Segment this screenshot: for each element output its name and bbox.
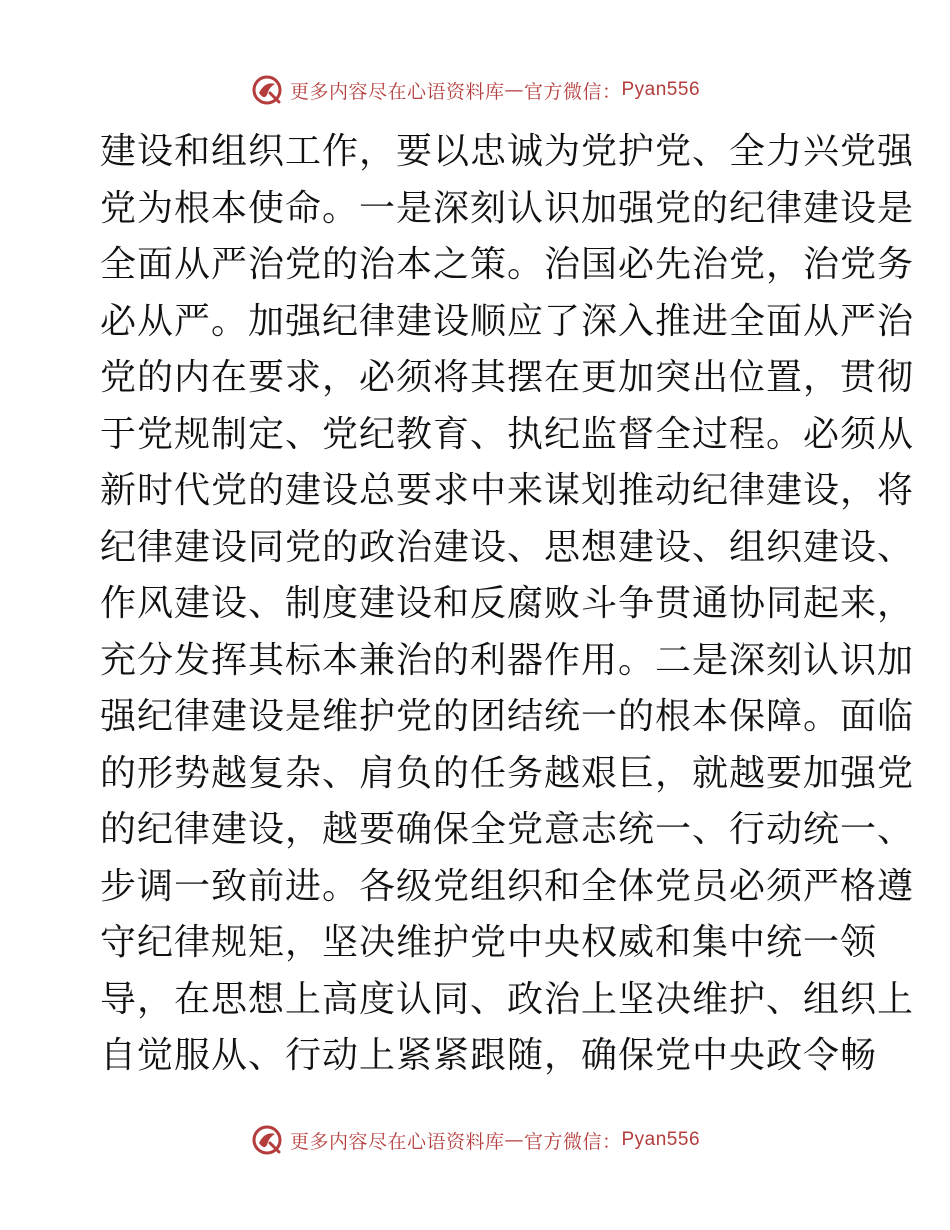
header-banner <box>0 70 950 110</box>
body-line: 导，在思想上高度认同、政治上坚决维护、组织上 <box>100 978 915 1020</box>
body-line: 的形势越复杂、肩负的任务越艰巨，就越要加强党 <box>100 752 915 794</box>
body-line: 充分发挥其标本兼治的利器作用。二是深刻认识加 <box>100 639 915 681</box>
footer-banner-text: 更多内容尽在心语资料库 <box>289 1130 505 1153</box>
body-line: 于党规制定、党纪教育、执纪监督全过程。必须从 <box>100 413 915 455</box>
body-line: 必从严。加强纪律建设顺应了深入推进全面从严治 <box>100 300 915 342</box>
body-line: 的纪律建设，越要确保全党意志统一、行动统一、 <box>100 809 915 850</box>
body-line: 强纪律建设是维护党的团结统一的根本保障。面临 <box>100 696 915 737</box>
body-line: 步调一致前进。各级党组织和全体党员必须严格遵 <box>100 865 915 907</box>
body-line: 自觉服从、行动上紧紧跟随，确保党中央政令畅 <box>100 1035 878 1076</box>
footer-banner-wechat-id: Pyan556 <box>621 1129 701 1150</box>
header-banner-wechat-id: Pyan556 <box>621 79 701 100</box>
body-line: 新时代党的建设总要求中来谋划推动纪律建设，将 <box>100 470 915 511</box>
header-banner-dash: — <box>504 79 524 101</box>
body-line: 作风建设、制度建设和反腐败斗争贯通协同起来， <box>100 583 915 624</box>
header-banner-text: 更多内容尽在心语资料库 <box>289 80 505 103</box>
body-line: 守纪律规矩，坚决维护党中央权威和集中统一领 <box>100 922 878 963</box>
body-line: 建设和组织工作，要以忠诚为党护党、全力兴党强 <box>100 131 915 172</box>
body-line: 党的内在要求，必须将其摆在更加突出位置，贯彻 <box>100 357 915 398</box>
body-line: 全面从严治党的治本之策。治国必先治党，治党务 <box>100 244 915 285</box>
header-banner-wechat-label: 官方微信： <box>523 80 622 103</box>
footer-banner-dash: — <box>504 1129 524 1151</box>
brush-swirl-logo-icon <box>250 1123 284 1157</box>
document-body <box>100 124 915 1085</box>
brush-swirl-logo-icon <box>250 73 284 107</box>
footer-banner-wechat-label: 官方微信： <box>523 1130 622 1153</box>
body-line: 党为根本使命。一是深刻认识加强党的纪律建设是 <box>100 187 915 229</box>
body-line: 纪律建设同党的政治建设、思想建设、组织建设、 <box>100 526 915 568</box>
footer-banner <box>0 1120 950 1160</box>
